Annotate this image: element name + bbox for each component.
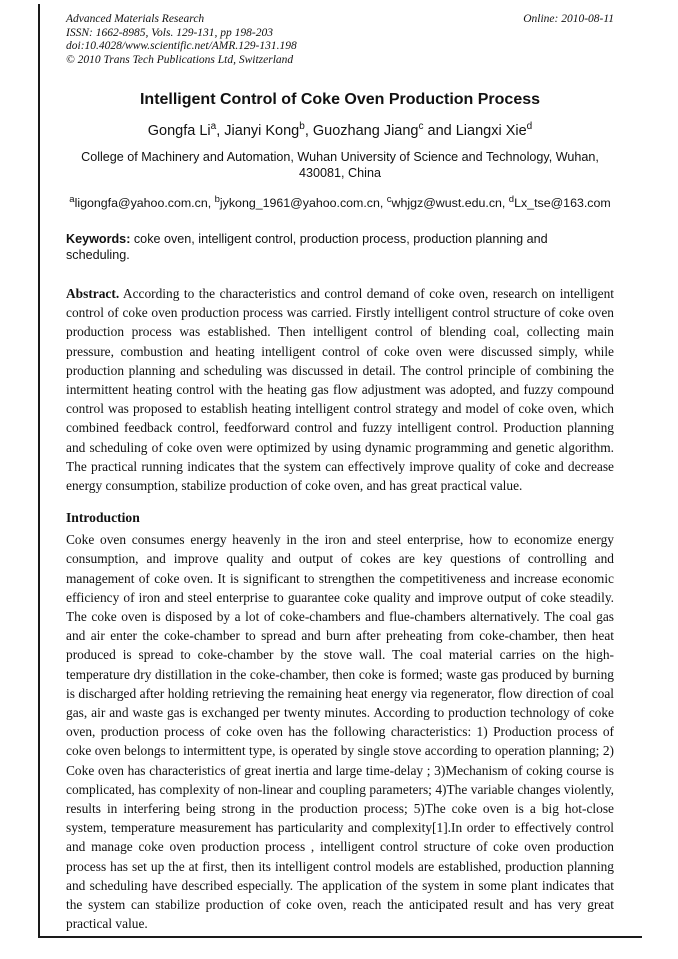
affiliation: College of Machinery and Automation, Wuhan University of Science and Technology, Wuhan, 430081, China: [81, 150, 599, 180]
journal-name: Advanced Materials Research: [66, 13, 205, 25]
author-name: Jianyi Kong: [224, 123, 300, 139]
author-separator: and: [423, 123, 456, 139]
author-separator: ,: [304, 123, 313, 139]
author-affiliation-mark: b: [299, 121, 305, 133]
author-affiliation-mark: c: [418, 121, 424, 133]
author-affiliation-mark: d: [526, 121, 533, 133]
paper-title: Intelligent Control of Coke Oven Production Process: [139, 91, 541, 108]
author-name: Gongfa Li: [147, 123, 211, 139]
author-name: Liangxi Xie: [455, 123, 527, 139]
author-affiliation-mark: a: [210, 121, 217, 133]
abstract-paragraph: [66, 284, 614, 495]
journal-header: [66, 13, 614, 67]
email-address: jykong_1961@yahoo.com.cn,: [219, 196, 387, 210]
author: [456, 123, 533, 139]
introduction-paragraph: Coke oven consumes energy heavenly in the iron and steel enterprise, how to economize energy consumption, and improve quality and output of cokes are key questions of controlling and management of coke oven. It is significant to strengthen the competitiveness and increase economic efficiency of iron and steel enterprise to guarantee coke quality and improve output of coke steadily. The coke oven is disposed by a lot of coke-chambers and flue-chambers alternatively. The coal gas and air enter the coke-chamber to spread and burn after preheating from coke-chamber, then heat produced is spread to coke-chamber by the stove wall. The coal material carries on the high-temperature dry distillation in the coke-chamber, then coke is formed; waste gas produced by burning is discharged after holding retrieving the remaining heat energy via regenerator, flow direction of coal gas, air and waste gas is exchanged per twenty minutes. According to production technology of coke oven, production process of coke oven has the following characteristics: 1) Production process of coke oven belongs to intermittent type, is operated by single stove according to operation planning; 2) Coke oven has characteristics of great inertia and large time-delay ; 3)Mechanism of coking course is complicated, has complexity of non-linear and coupling parameters; 4)The variable changes violently, results in interfering being strong in the production process; 5)The coke oven is a big hot-close system, temperature measurement has particularity and complexity[1].In order to effectively control and manage coke oven production process , intelligent control structure of coke oven production process has set up the at first, then its intelligent control models are established, production planning and scheduling have described especially. The application of the system in some plant indicates that the system can stabilize production of coke oven, reach the anticipated result and has very great practical value.: [66, 532, 614, 932]
authors-line: [66, 122, 614, 140]
author-separator: ,: [216, 123, 225, 139]
doi-line: doi:10.4028/www.scientific.net/AMR.129-131.198: [66, 40, 297, 52]
keywords-label: Keywords:: [66, 232, 131, 246]
email-affiliation-mark: a: [69, 193, 75, 205]
email-affiliation-mark: c: [386, 193, 392, 205]
abstract-label: Abstract.: [66, 286, 120, 301]
author: [313, 123, 456, 139]
email-address: whjgz@wust.edu.cn,: [391, 196, 509, 210]
author-name: Guozhang Jiang: [312, 123, 419, 139]
emails-line: [66, 195, 614, 211]
author: [148, 123, 225, 139]
email-entry: [508, 193, 611, 210]
online-date: Online: 2010-08-11: [523, 13, 614, 25]
author: [224, 123, 313, 139]
email-address: Lx_tse@163.com: [514, 196, 611, 210]
email-address: ligongfa@yahoo.com.cn,: [74, 196, 215, 210]
page-frame-bottom: [38, 936, 642, 938]
abstract-text: According to the characteristics and control demand of coke oven, research on intelligent control of coke oven production process was carried. Firstly intelligent control structure of coke oven production process was established. Then intelligent control of blending coal, collecting main pressure, combustion and heating intelligent control of coke oven were discussed simply, while production planning and scheduling was discussed in detail. The control principle of combining the intermittent heating control with the heating gas flow adjustment was adopted, and fuzzy compound control was proposed to establish heating intelligent control strategy and model of coke oven, which combined feedback control, feedforward control and fuzzy intelligent control. Production planning and scheduling of coke oven were optimized by using dynamic programming and genetic algorithm. The practical running indicates that the system can effectively improve quality of coke and decrease energy consumption, stabilize production of coke oven, and has great practical value.: [66, 286, 614, 494]
email-entry: [69, 193, 215, 210]
issn-line: ISSN: 1662-8985, Vols. 129-131, pp 198-203: [66, 26, 273, 39]
keywords-line: [66, 231, 614, 263]
keywords-text: coke oven, intelligent control, production process, production planning and scheduling.: [66, 232, 548, 262]
journal-header-left: [66, 13, 297, 67]
email-affiliation-mark: d: [508, 193, 515, 205]
introduction-heading: Introduction: [66, 510, 140, 526]
copyright-line: © 2010 Trans Tech Publications Ltd, Switzerland: [66, 53, 294, 66]
email-affiliation-mark: b: [214, 193, 220, 205]
email-entry: [386, 193, 509, 210]
email-entry: [214, 193, 387, 210]
